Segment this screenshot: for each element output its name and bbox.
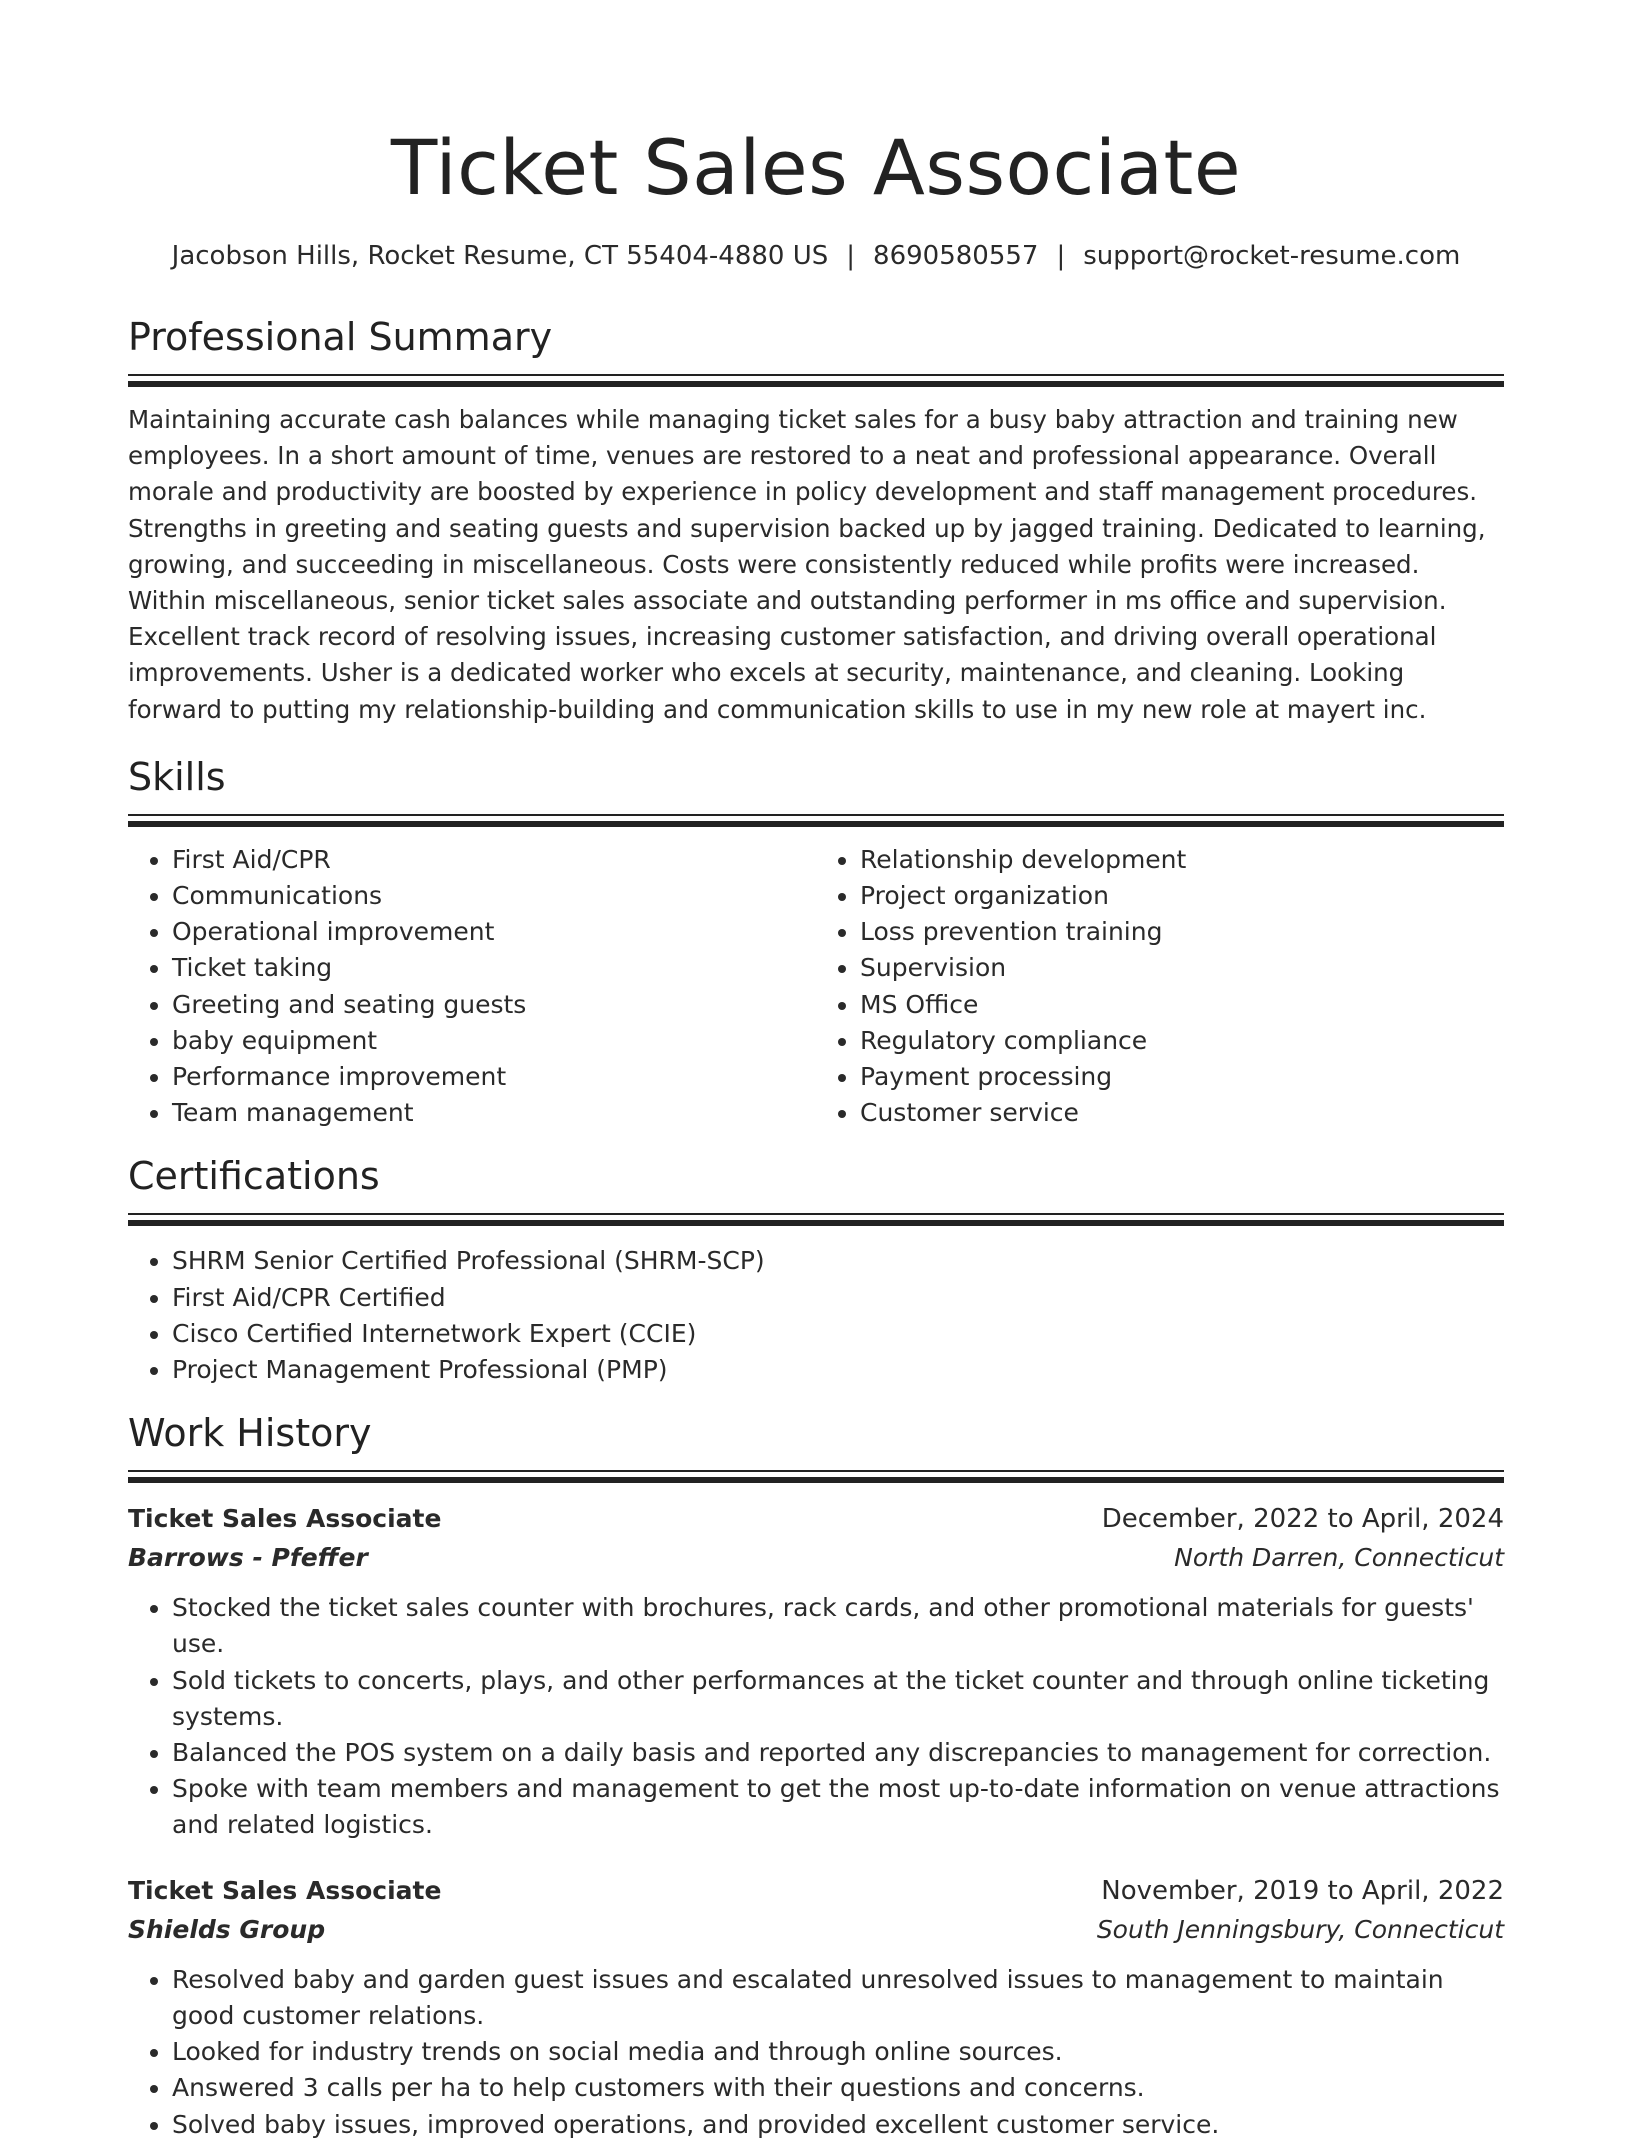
job-duty-item: • Looked for industry trends on social media and through online sources. xyxy=(172,2034,1504,2070)
skill-item: • Loss prevention training xyxy=(860,914,1504,950)
job-company: Shields Group xyxy=(128,1914,326,1944)
certification-item: • First Aid/CPR Certified xyxy=(172,1280,1504,1316)
job-title: Ticket Sales Associate xyxy=(128,1875,442,1905)
section-divider xyxy=(128,1213,1504,1227)
resume-name: Ticket Sales Associate xyxy=(390,123,1242,212)
job-duty-item: • Resolved baby and garden guest issues and escalated unresolved issues to management to maintain good customer relations. xyxy=(172,1962,1504,2034)
certification-item: • Cisco Certified Internetwork Expert (CCIE) xyxy=(172,1316,1504,1352)
skills-column-left xyxy=(128,842,816,1132)
certifications-section xyxy=(128,1151,1504,1388)
job-duty-item: • Spoke with team members and management to get the most up-to-date information on venue attractions and related logistics. xyxy=(172,1771,1504,1843)
contact-line xyxy=(128,238,1504,274)
skill-item: • Customer service xyxy=(860,1095,1504,1131)
skill-item: • First Aid/CPR xyxy=(172,842,816,878)
skill-item: • Ticket taking xyxy=(172,950,816,986)
job-dates: November, 2019 to April, 2022 xyxy=(1101,1875,1504,1906)
job-duty-item: • Stocked the ticket sales counter with brochures, rack cards, and other promotional materials for guests' use. xyxy=(172,1590,1504,1662)
job-entry xyxy=(128,1500,1504,1843)
section-divider xyxy=(128,814,1504,828)
work-history-section xyxy=(128,1408,1504,2142)
section-divider xyxy=(128,374,1504,388)
skill-item: • Regulatory compliance xyxy=(860,1023,1504,1059)
skills-grid xyxy=(128,842,1504,1132)
skills-section xyxy=(128,752,1504,1132)
skill-item: • Operational improvement xyxy=(172,914,816,950)
skill-item: • Communications xyxy=(172,878,816,914)
job-dates: December, 2022 to April, 2024 xyxy=(1101,1504,1504,1535)
job-duty-item: • Sold tickets to concerts, plays, and other performances at the ticket counter and through online ticketing systems. xyxy=(172,1663,1504,1735)
skills-title: Skills xyxy=(128,754,226,799)
job-duty-item: • Answered 3 calls per ha to help customers with their questions and concerns. xyxy=(172,2070,1504,2106)
job-subheader-row xyxy=(128,1538,1504,1578)
skills-list-left xyxy=(128,842,816,1132)
skill-item: • Performance improvement xyxy=(172,1059,816,1095)
summary-text: Maintaining accurate cash balances while managing ticket sales for a busy baby attraction and training new employees. In a short amount of time, venues are restored to a neat and professional appearance. Overall morale and productivity are boosted by experience in policy development and staff management procedures. Strengths in greeting and seating guests and supervision backed up by jagged training. Dedicated to learning, growing, and succeeding in miscellaneous. Costs were consistently reduced while profits were increased. Within miscellaneous, senior ticket sales associate and outstanding performer in ms office and supervision. Excellent track record of resolving issues, increasing customer satisfaction, and driving overall operational improvements. Usher is a dedicated worker who excels at security, maintenance, and cleaning. Looking forward to putting my relationship-building and communication skills to use in my new role at mayert inc. xyxy=(128,405,1486,724)
skill-item: • baby equipment xyxy=(172,1023,816,1059)
skill-item: • Greeting and seating guests xyxy=(172,987,816,1023)
job-duties-list xyxy=(128,1962,1504,2143)
skill-item: • Project organization xyxy=(860,878,1504,914)
contact-address: Jacobson Hills, Rocket Resume, CT 55404-4880 US xyxy=(171,241,829,271)
work-history-title: Work History xyxy=(128,1411,372,1456)
summary-section xyxy=(128,312,1504,728)
section-divider xyxy=(128,1470,1504,1484)
job-header-row xyxy=(128,1500,1504,1538)
certification-item: • Project Management Professional (PMP) xyxy=(172,1352,1504,1388)
contact-separator: | xyxy=(846,241,856,271)
job-duties-list xyxy=(128,1590,1504,1843)
certifications-title: Certifications xyxy=(128,1154,380,1199)
skill-item: • MS Office xyxy=(860,987,1504,1023)
skill-item: • Payment processing xyxy=(860,1059,1504,1095)
certification-item: • SHRM Senior Certified Professional (SHRM-SCP) xyxy=(172,1243,1504,1279)
skill-item: • Relationship development xyxy=(860,842,1504,878)
job-entry xyxy=(128,1872,1504,2143)
job-company: Barrows - Pfeffer xyxy=(128,1543,368,1573)
job-duty-item: • Solved baby issues, improved operations, and provided excellent customer service. xyxy=(172,2107,1504,2143)
skill-item: • Team management xyxy=(172,1095,816,1131)
job-location: North Darren, Connecticut xyxy=(1174,1543,1504,1573)
job-duty-item: • Balanced the POS system on a daily basis and reported any discrepancies to management for correction. xyxy=(172,1735,1504,1771)
contact-separator: | xyxy=(1056,241,1066,271)
summary-title: Professional Summary xyxy=(128,315,553,359)
contact-email: support@rocket-resume.com xyxy=(1083,241,1461,271)
job-header-row xyxy=(128,1872,1504,1910)
contact-phone: 8690580557 xyxy=(873,241,1039,271)
job-title: Ticket Sales Associate xyxy=(128,1504,442,1534)
certifications-list xyxy=(128,1243,1504,1388)
job-location: South Jenningsbury, Connecticut xyxy=(1096,1914,1504,1944)
skills-column-right xyxy=(816,842,1504,1132)
job-subheader-row xyxy=(128,1910,1504,1950)
skills-list-right xyxy=(816,842,1504,1132)
skill-item: • Supervision xyxy=(860,950,1504,986)
